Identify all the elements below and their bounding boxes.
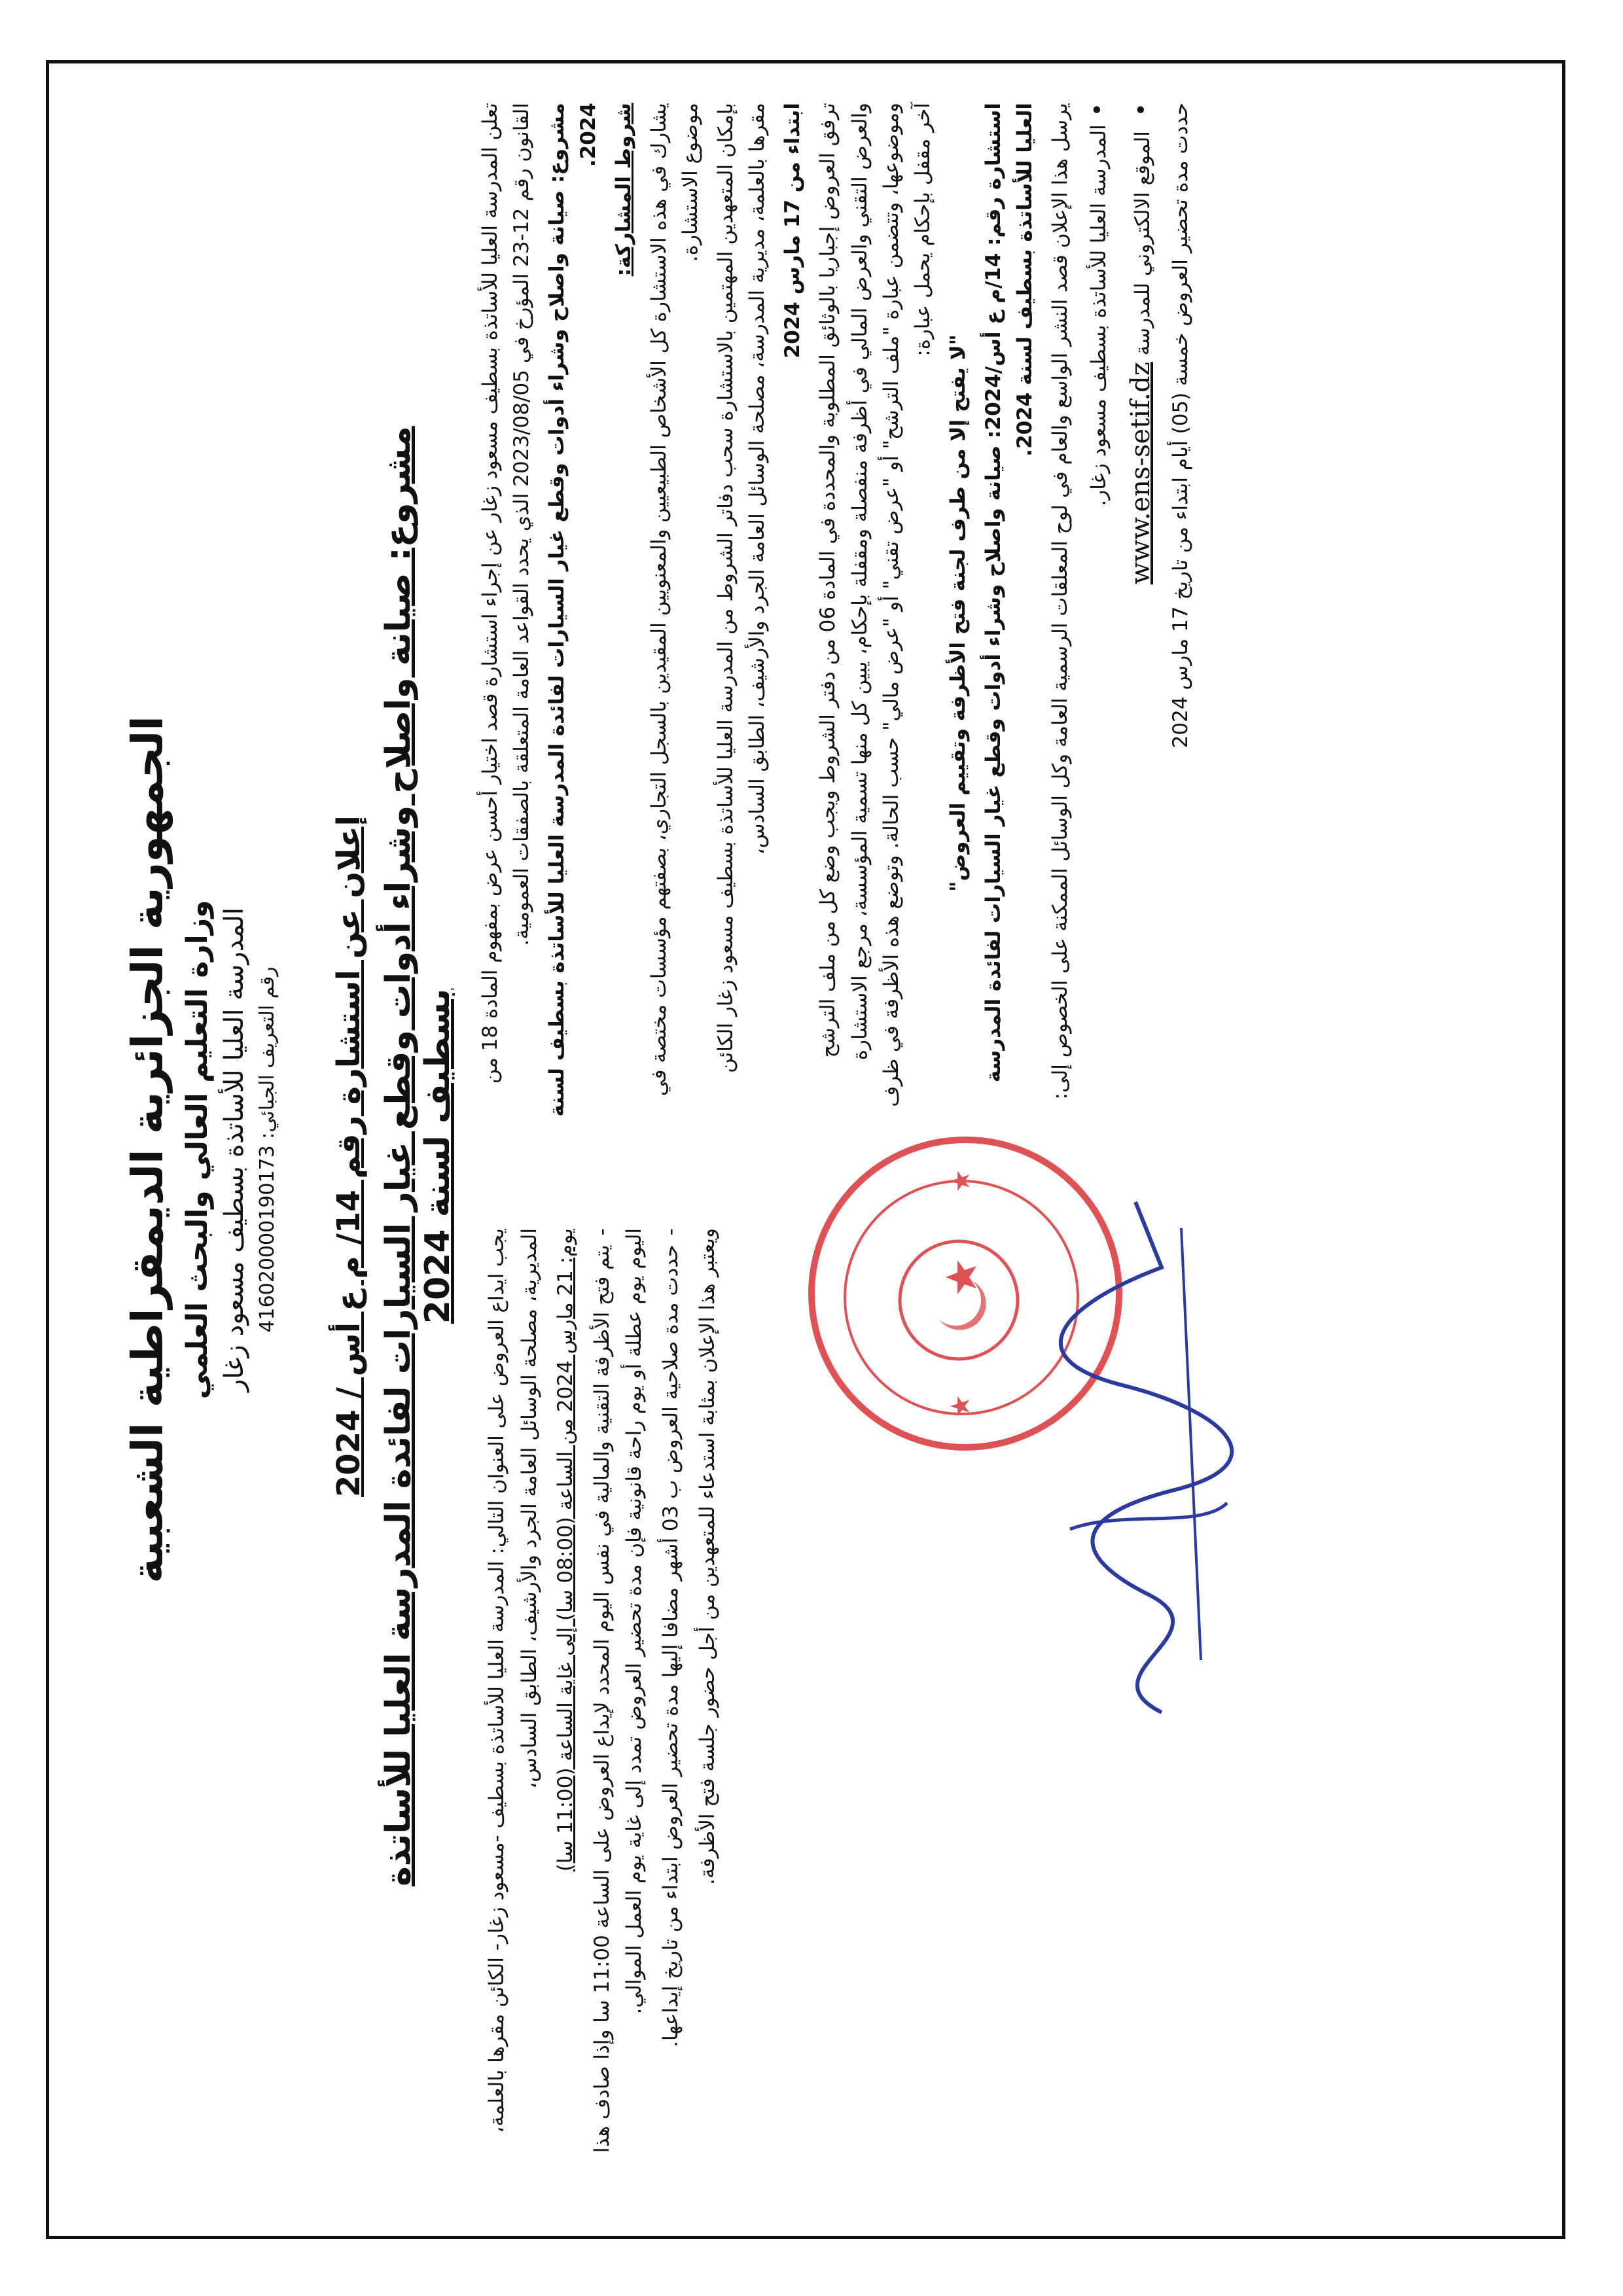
letterhead — [121, 652, 279, 1647]
conditions-title: شروط المشاركة: — [612, 103, 636, 277]
prep-period: حددت مدة تحضير العروض خمسة (05) أيام ابتداء من تاريخ 17 مارس 2024 — [1168, 103, 1192, 749]
seal-star-icon: ★ — [946, 1169, 976, 1193]
rotated-page — [49, 63, 1562, 2236]
republic-title: الجمهورية الجزائرية الديمقراطية الشعبية — [122, 716, 173, 1583]
project-line: مشروع: صيانة واصلاح وشراء أدوات وقطع غيار السيارات لفائدة المدرسة العليا للأساتذة بسطيف لسنة 2024. — [545, 103, 601, 1117]
withdraw-paragraph: بإمكان المتعهدين المهتمين بالاستشارة سحب دفاتر الشروط من المدرسة العليا للأساتذة بسطيف مسعود زغار الكائن مقرها بالعلمة، مديرية المدرسة، مصلحة الوسائل العامة الجرد والأرشيف، الطابق السادس، — [714, 103, 770, 1073]
ministry-name: وزارة التعليم العالي والبحث العلمي — [180, 900, 214, 1400]
envelope-note: "لا يفتح إلا من طرف لجنة فتح الأظرفة وتقييم العروض" — [946, 334, 970, 892]
sent-to: يرسل هذا الإعلان قصد النشر الواسع والعام في لوح المعلقات الرسمية العامة وكل الوسائل الممكنة على الخصوص إلى: — [1048, 103, 1072, 1100]
announcement-title: إعلان عن استشارة رقم 14/ م ع أس / 2024 — [330, 815, 367, 1497]
from-date: ابتداء من 17 مارس 2024 — [781, 103, 805, 359]
website-link[interactable]: www.ens-setif.dz — [1125, 362, 1156, 585]
bullet-website — [1120, 103, 1161, 1123]
announcement-heading — [330, 404, 457, 1909]
school-name: المدرسة العليا للأساتذة بسطيف مسعود زغار — [219, 908, 249, 1392]
invitation-paragraph: ويعتبر هذا الإعلان بمثابة استدعاء للمتعهدين من أجل حضور جلسة فتح الأظرفة. — [695, 1228, 719, 1885]
seal-star-icon: ★ — [946, 1394, 976, 1418]
page-border — [46, 60, 1565, 2239]
right-column — [474, 103, 1200, 1123]
validity-paragraph: - حددت مدة صلاحية العروض ب 03 أشهر مضافا إليها مدة تحضير العروض ابتداء من تاريخ إيداعها. — [655, 1228, 688, 2197]
announcement-project: مشروع: صيانة واصلاح وشراء أدوات وقطع غيار السيارات لفائدة المدرسة العليا للأساتذة بسطيف لسنة 2024 — [379, 426, 457, 1886]
opening-paragraph: - يتم فتح الأظرفة التقنية والمالية في نفس اليوم المحدد لإيداع العروض على الساعة 11:00 سا وإذا صادف هذا اليوم يوم عطلة أو يوم راحة قانونية فإن مدة تحضير العروض تمدد إلى غاية يوم العمل الموالي. — [586, 1228, 651, 2197]
tax-id: رقم التعريف الجبائي: 416020000190173 — [255, 966, 279, 1333]
signature — [1031, 1189, 1253, 1725]
deposit-address: يجب ايداع العروض على العنوان التالي: المدرسة العليا للأساتذة بسطيف -مسعود زغار- الكائن مقرها بالعلمة، المديرية، مصلحة الوسائل العامة الجرد والأرشيف، الطابق السادس، — [485, 1228, 541, 2134]
website-label: الموقع الالكتروني للمدرسة — [1130, 131, 1154, 356]
documents-paragraph: ترفق العروض إجباريا بالوثائق المطلوبة والمحددة في المادة 06 من دفتر الشروط ويجب وضع كل من ملف الترشح والعرض التقني والعرض المالي في أظرفة منفصلة ومقفلة بإحكام، يبين كل منها تسمية المؤسسة، مرجع الاستشارة وموضوعها، وتتضمن عبارة "ملف الترشح" أو "عرض تقني" أو "عرض مالي" حسب الحالة. وتوضع هذه الأظرفة في ظرف آخر مقفل بإحكام يحمل عبارة: — [816, 103, 935, 1107]
bullet-school: • المدرسة العليا للأساتذة بسطيف مسعود زغار. — [1080, 103, 1116, 1123]
document-canvas — [49, 63, 1562, 2236]
intro-paragraph: تعلن المدرسة العليا للأساتذة بسطيف مسعود زغار عن إجراء استشارة قصد اختيار أحسن عرض بمفهوم المادة 18 من القانون رقم 12-23 المؤرخ في 2023/08/05 الذي يحدد القواعد العامة المتعلقة بالصفقات العمومية. — [478, 103, 534, 1084]
left-column — [481, 1228, 728, 2197]
conditions-text: يشارك في هذه الاستشارة كل الأشخاص الطبيعيين والمعنويين المقيدين بالسجل التجاري، بصفتهم مؤسسات مختصة في موضوع الاستشارة. — [647, 103, 703, 1097]
consult-reference: استشارة رقم: 14/م ع أس/2024: صيانة واصلاح وشراء أدوات وقطع غيار السيارات لفائدة المدرسة العليا للأساتذة بسطيف لسنة 2024. — [981, 103, 1037, 1083]
deposit-day: يوم: 21 مارس 2024 من الساعة (08:00 سا) إلى غاية الساعة (11:00 سا) — [554, 1228, 578, 1872]
